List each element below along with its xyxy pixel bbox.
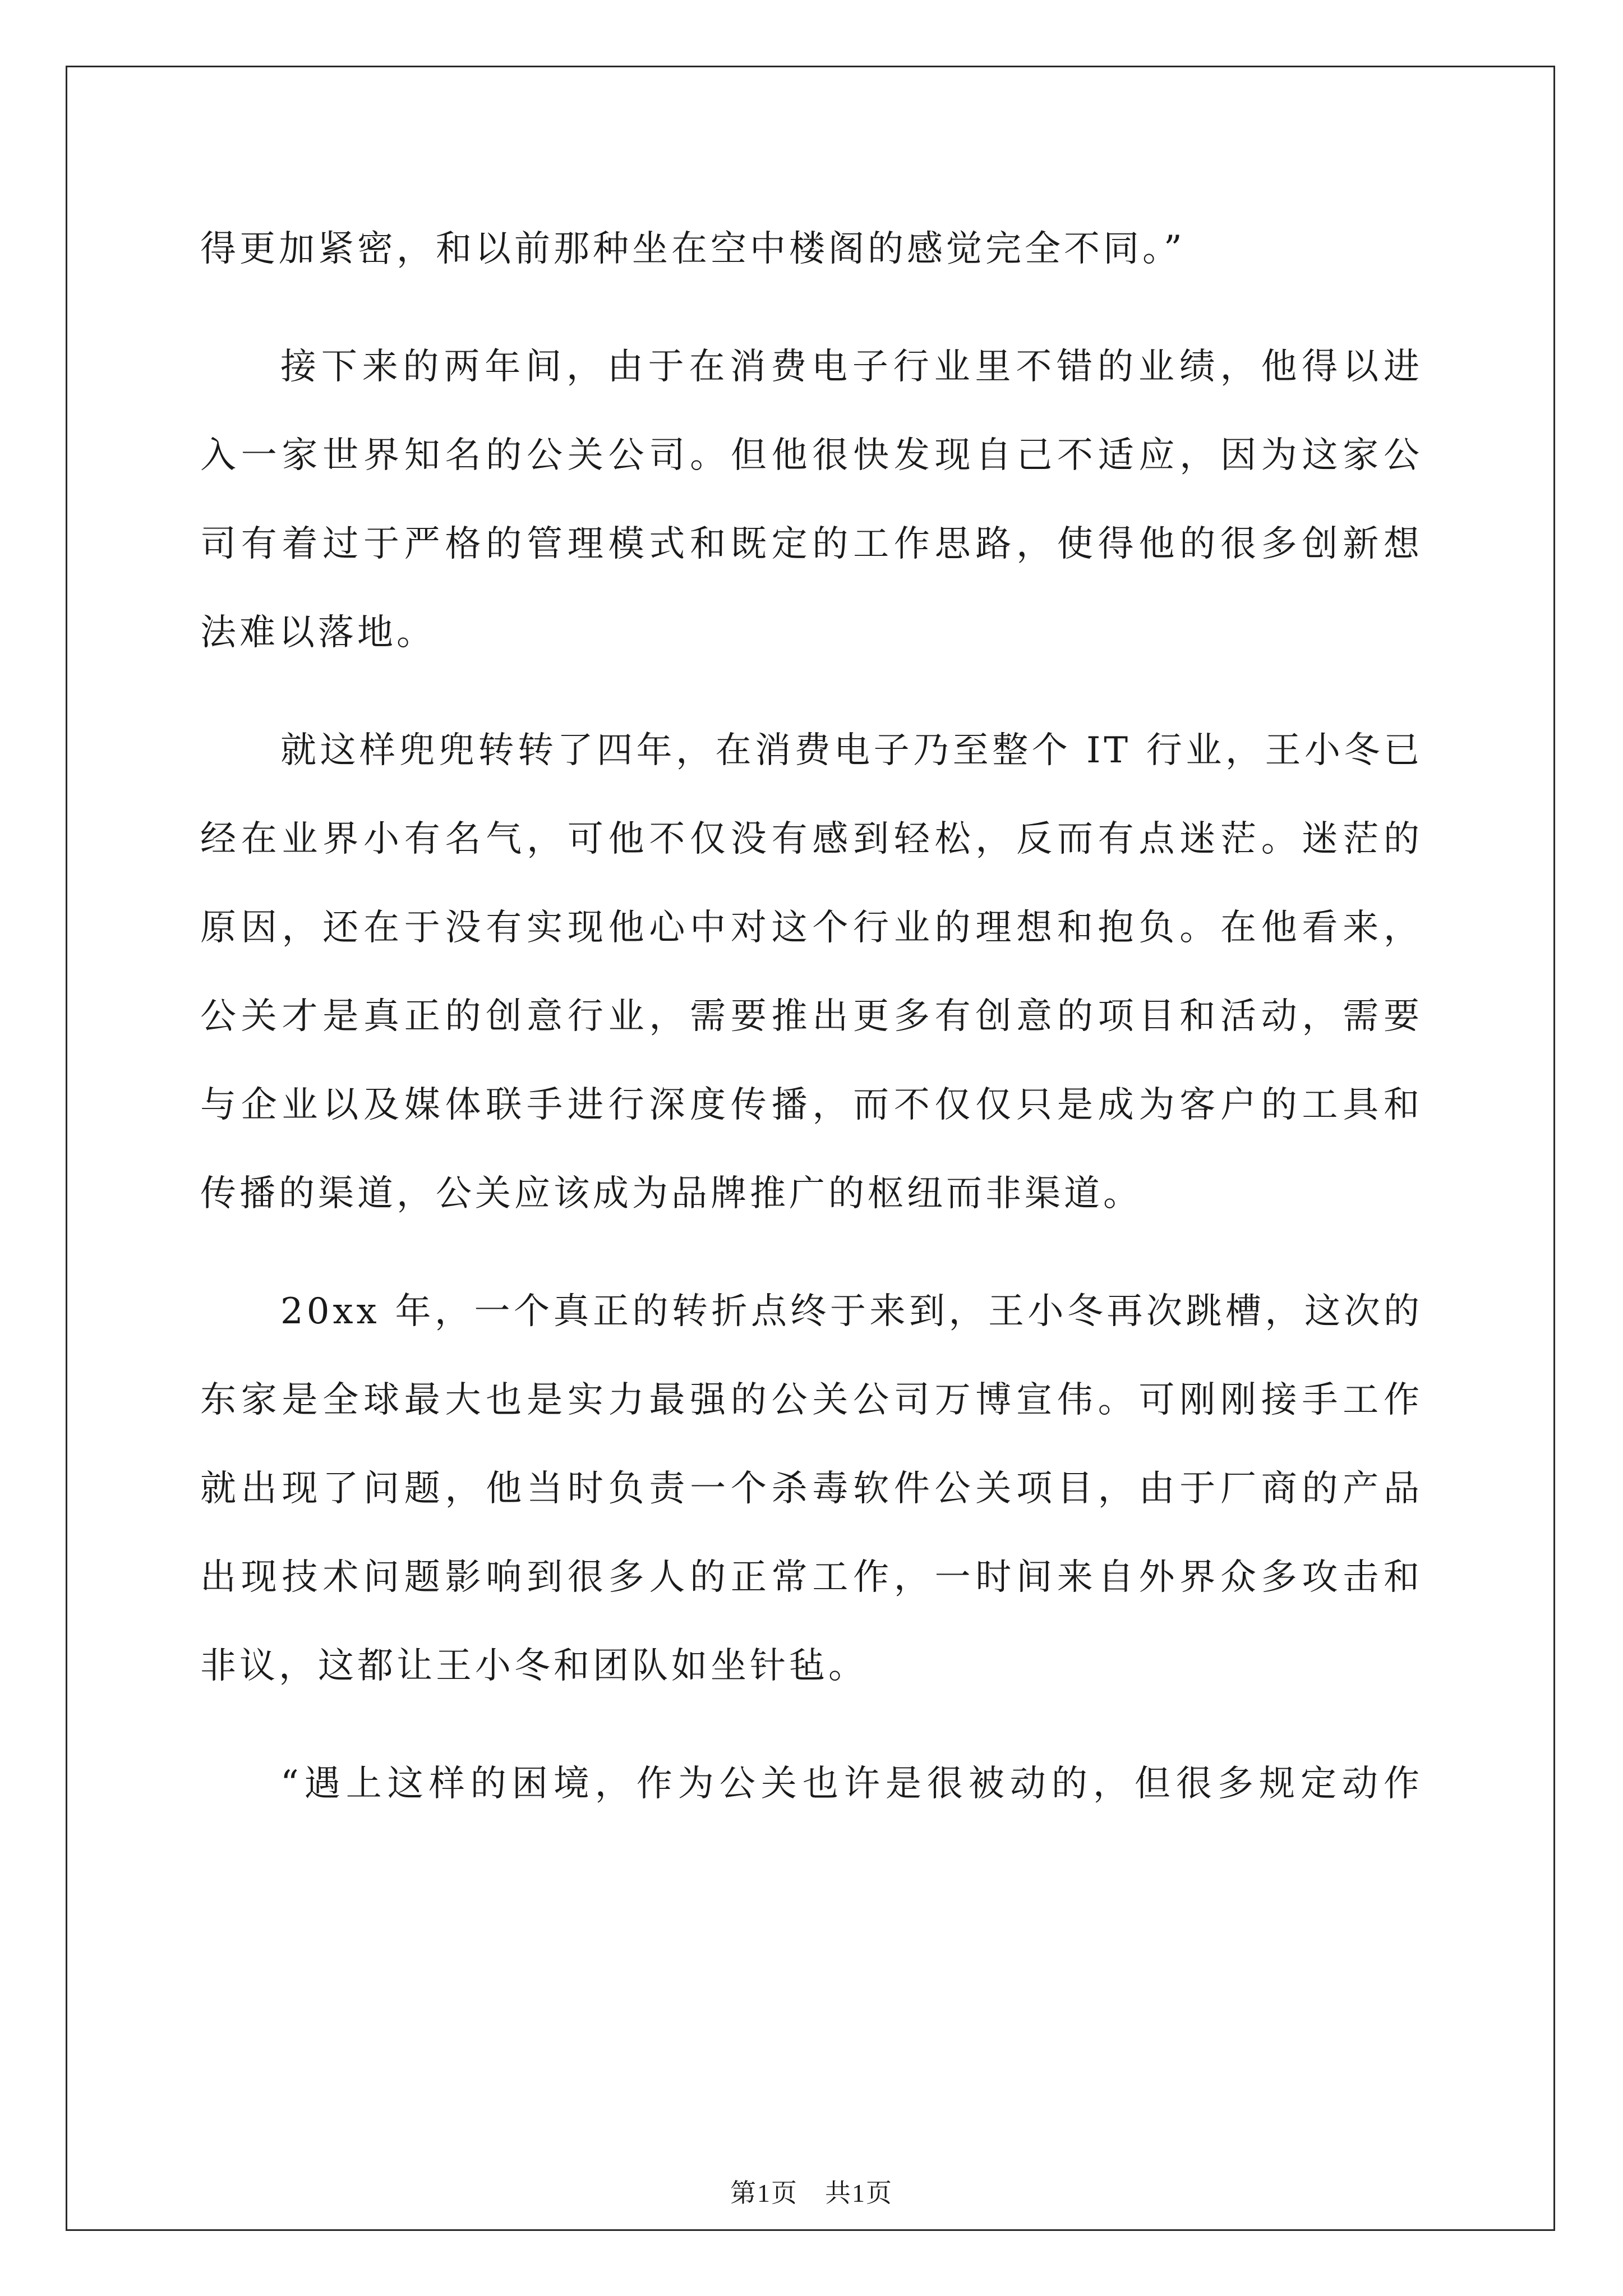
paragraph-line: 接下来的两年间，由于在消费电子行业里不错的业绩，他得以进: [280, 346, 1423, 388]
paragraph-line: 公关才是真正的创意行业，需要推出更多有创意的项目和活动，需要: [200, 996, 1423, 1037]
paragraph-line: 得更加紧密，和以前那种坐在空中楼阁的感觉完全不同。”: [200, 228, 1186, 270]
paragraph-line: 出现技术问题影响到很多人的正常工作，一时间来自外界众多攻击和: [200, 1557, 1423, 1598]
paragraph-line: 入一家世界知名的公关公司。但他很快发现自己不适应，因为这家公: [200, 435, 1423, 476]
page-number-footer: 第1页 共1页: [730, 2179, 893, 2207]
paragraph-line: 司有着过于严格的管理模式和既定的工作思路，使得他的很多创新想: [200, 523, 1423, 565]
paragraph-line: 就出现了问题，他当时负责一个杀毒软件公关项目，由于厂商的产品: [200, 1468, 1423, 1510]
paragraph-line: 原因，还在于没有实现他心中对这个行业的理想和抱负。在他看来，: [200, 907, 1423, 949]
paragraph-line: 20xx 年，一个真正的转折点终于来到，王小冬再次跳槽，这次的: [280, 1291, 1423, 1332]
paragraph-line: 与企业以及媒体联手进行深度传播，而不仅仅只是成为客户的工具和: [200, 1084, 1423, 1126]
paragraph-line: 非议，这都让王小冬和团队如坐针毡。: [200, 1645, 868, 1687]
paragraph-line: 法难以落地。: [200, 612, 436, 654]
paragraph-line: “遇上这样的困境，作为公关也许是很被动的，但很多规定动作: [280, 1763, 1423, 1805]
paragraph-line: 东家是全球最大也是实力最强的公关公司万博宣伟。可刚刚接手工作: [200, 1379, 1423, 1421]
paragraph-line: 就这样兜兜转转了四年，在消费电子乃至整个 IT 行业，王小冬已: [280, 730, 1423, 771]
paragraph-line: 经在业界小有名气，可他不仅没有感到轻松，反而有点迷茫。迷茫的: [200, 818, 1423, 860]
paragraph-line: 传播的渠道，公关应该成为品牌推广的枢纽而非渠道。: [200, 1173, 1142, 1214]
